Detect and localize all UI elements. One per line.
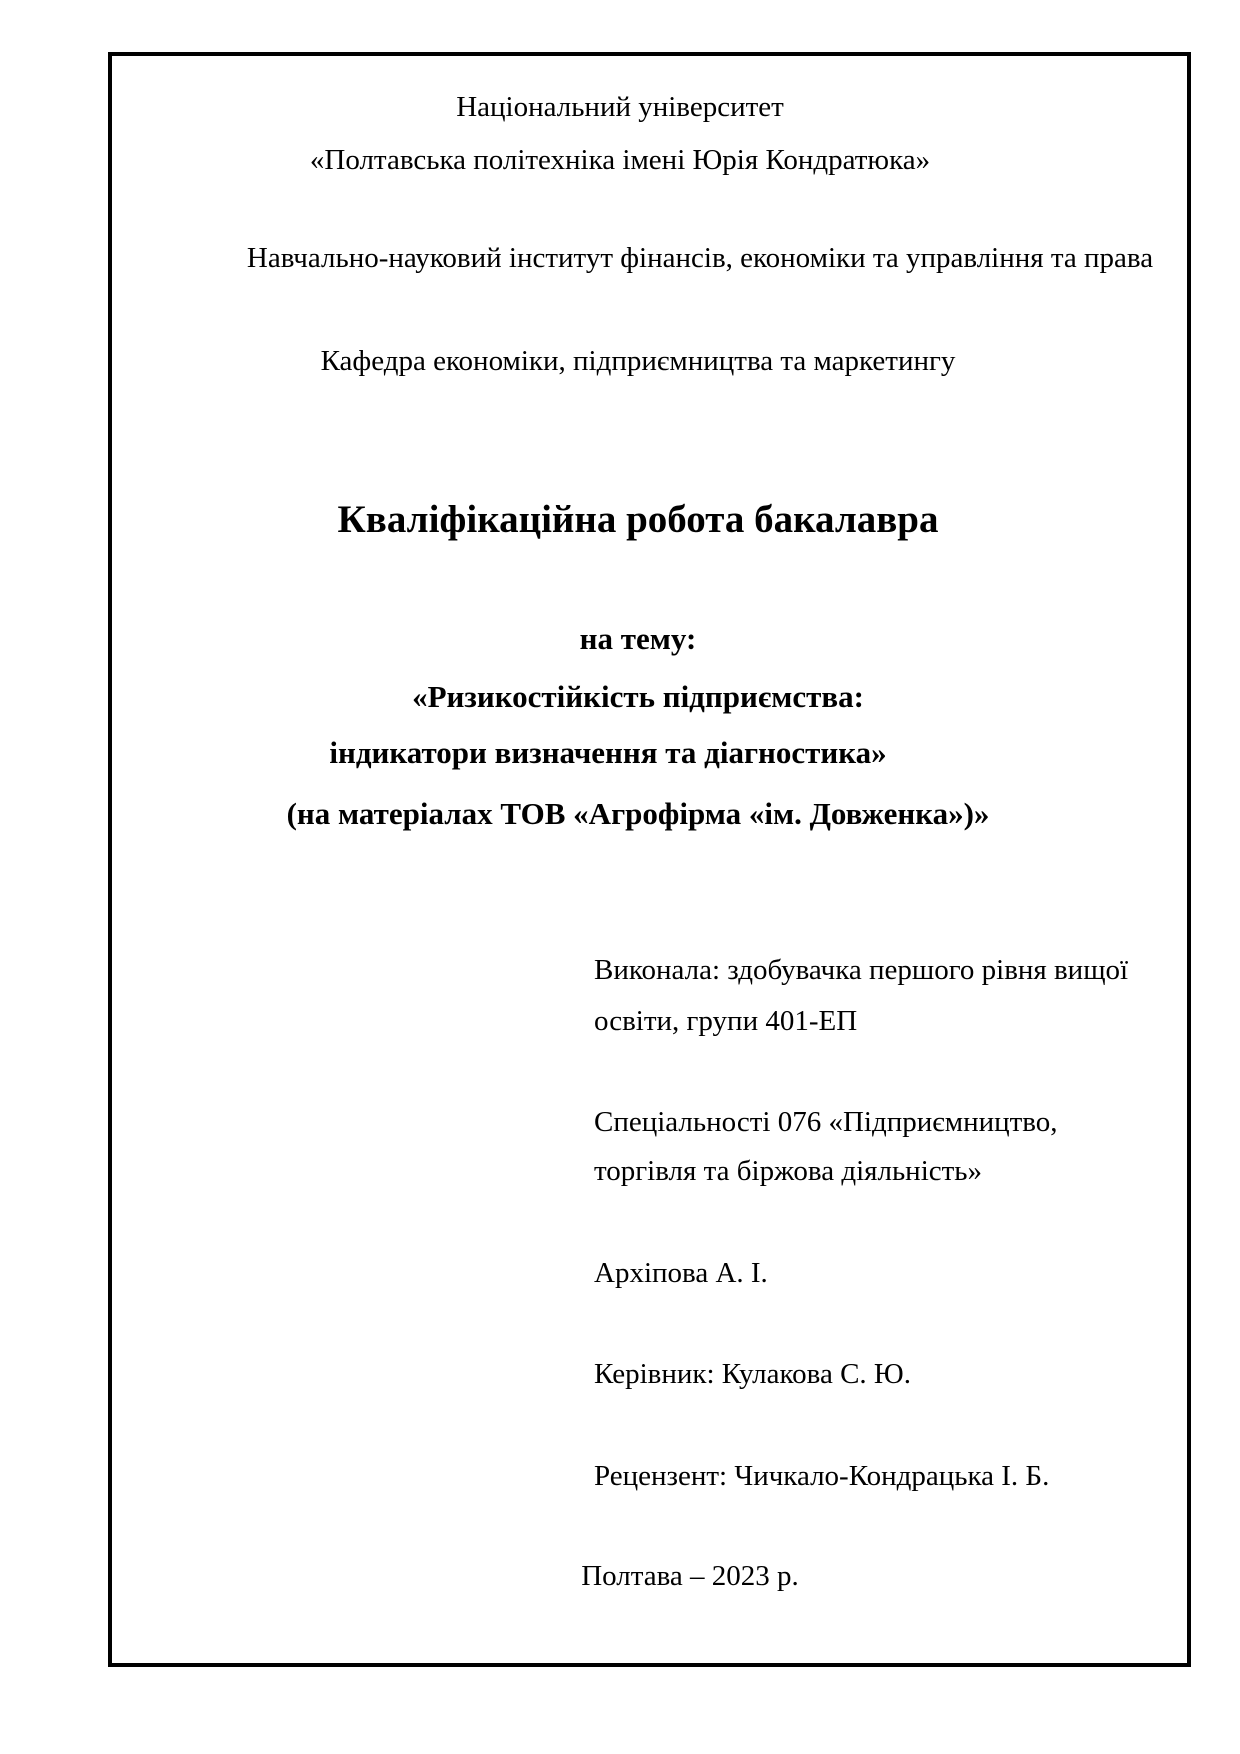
performed-by-line-1: Виконала: здобувачка першого рівня вищої xyxy=(594,954,1129,986)
specialty-line-1: Спеціальності 076 «Підприємництво, xyxy=(594,1106,1058,1138)
topic-label: на тему: xyxy=(579,621,697,656)
performed-by-line-2: освіти, групи 401-ЕП xyxy=(594,1005,858,1037)
supervisor: Керівник: Кулакова С. Ю. xyxy=(594,1358,911,1390)
page-border xyxy=(108,52,1191,1667)
topic-line-3: (на матеріалах ТОВ «Агрофірма «ім. Довженка»)» xyxy=(286,796,990,831)
university-full-name: «Полтавська політехніка імені Юрія Кондратюка» xyxy=(309,144,931,176)
city-year: Полтава – 2023 р. xyxy=(581,1560,799,1592)
department-name: Кафедра економіки, підприємництва та маркетингу xyxy=(320,345,956,377)
specialty-line-2: торгівля та біржова діяльність» xyxy=(594,1155,983,1187)
reviewer: Рецензент: Чичкало-Кондрацька І. Б. xyxy=(594,1460,1050,1492)
topic-line-1: «Ризикостійкість підприємства: xyxy=(412,679,864,714)
author-name: Архіпова А. І. xyxy=(594,1257,768,1289)
topic-line-2: індикатори визначення та діагностика» xyxy=(329,735,887,770)
institute-name: Навчально-науковий інститут фінансів, економіки та управління та права xyxy=(246,242,1154,274)
university-name: Національний університет xyxy=(456,91,784,123)
work-type-title: Кваліфікаційна робота бакалавра xyxy=(337,498,939,541)
